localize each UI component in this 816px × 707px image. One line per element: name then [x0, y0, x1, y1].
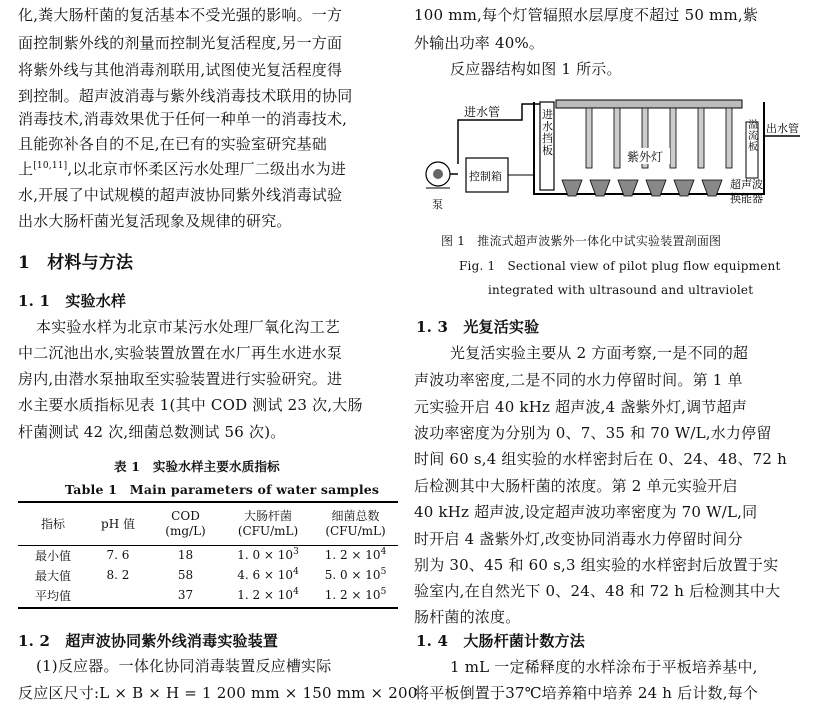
intro-line: 出水大肠杆菌光复活现象及规律的研究。 — [18, 212, 292, 230]
table-bottom-rule — [18, 607, 398, 609]
table-cell: 37 — [177, 588, 194, 602]
table-cell — [313, 585, 398, 605]
section-1-2-title: 1. 2 超声波协同紫外线消毒实验装置 — [18, 632, 279, 650]
table-1-title-en: Table 1 Main parameters of water samples — [65, 482, 380, 497]
coef: 1. 2 × 10 — [237, 588, 294, 602]
figure-caption-cn: 图 1 推流式超声波紫外一体化中试实验装置剖面图 — [441, 234, 722, 248]
uv-lamp-tube — [614, 108, 620, 168]
body-line: 100 mm,每个灯管辐照水层厚度不超过 50 mm,紫 — [414, 6, 759, 24]
uv-lamp-tube — [726, 108, 732, 168]
section-1-1-title: 1. 1 实验水样 — [18, 292, 127, 310]
table-header-cell: 大肠杆菌 (CFU/mL) — [237, 509, 299, 538]
intro-line: 化,粪大肠杆菌的复活基本不受光强的影响。一方 — [18, 6, 343, 24]
uv-lamp-label: 紫外灯 — [627, 150, 664, 164]
exponent: 4 — [380, 547, 387, 557]
table-cell: 最小值 — [34, 548, 71, 563]
baffle-label: 进水挡板 — [542, 108, 553, 157]
intro-line: 水,开展了中试规模的超声波协同紫外线消毒试验 — [18, 186, 343, 204]
exponent: 5 — [380, 587, 387, 597]
intro-line: 将紫外线与其他消毒剂联用,试图使光复活程度得 — [18, 61, 343, 79]
overflow-label: 溢流板 — [748, 120, 758, 153]
table-cell — [88, 585, 148, 605]
transducer-label-2: 换能器 — [730, 192, 763, 205]
outlet-label: 出水管 — [766, 122, 799, 135]
control-box-label: 控制箱 — [469, 170, 502, 183]
body-line: (1)反应器。一体化协同消毒装置反应槽实际 — [36, 657, 332, 675]
intro-line-rest: ,以北京市怀柔区污水处理厂二级出水为进 — [67, 160, 346, 178]
uv-lamp-tube — [698, 108, 704, 168]
pump-label: 泵 — [432, 198, 443, 211]
body-line: 别为 30、45 和 60 s,3 组实验的水样密封后放置于实 — [414, 556, 779, 574]
table-header-cell: 细菌总数 (CFU/mL) — [325, 509, 386, 538]
exponent: 3 — [293, 547, 299, 557]
table-cell — [223, 585, 313, 605]
table-row — [18, 585, 398, 605]
citation-ref[interactable]: [10,11] — [33, 161, 68, 171]
uv-lamp-tube — [670, 108, 676, 168]
intro-line: 且能弥补各自的不足,在已有的实验室研究基础 — [18, 135, 327, 153]
intro-line: 消毒技术,消毒效果优于任何一种单一的消毒技术, — [18, 110, 348, 128]
pump-impeller — [433, 169, 443, 179]
table-header-row — [18, 503, 398, 545]
body-line: 光复活实验主要从 2 方面考察,一是不同的超 — [450, 344, 749, 362]
body-line: 反应区尺寸:L × B × H = 1 200 mm × 150 mm × 200 — [18, 684, 418, 702]
table-cell: 18 — [177, 548, 194, 562]
body-line: 外输出功率 40%。 — [414, 34, 545, 52]
table-1-title-cn: 表 1 实验水样主要水质指标 — [114, 459, 280, 474]
table-header-cell: pH 值 — [101, 516, 135, 531]
body-line: 水主要水质指标见表 1(其中 COD 测试 23 次,大肠 — [18, 396, 363, 414]
table-cell — [313, 565, 398, 585]
table-cell: 58 — [177, 568, 194, 582]
exponent: 5 — [380, 567, 387, 577]
table-header-cell: COD (mg/L) — [165, 509, 206, 538]
table-header-cell: 指标 — [40, 516, 65, 531]
body-line: 中二沉池出水,实验装置放置在水厂再生水进水泵 — [18, 344, 343, 362]
coef: 4. 6 × 10 — [237, 568, 294, 582]
table-1 — [18, 503, 398, 605]
figure-caption-en-2: integrated with ultrasound and ultraviolet — [488, 283, 754, 297]
coef: 5. 0 × 10 — [324, 568, 381, 582]
table-mid-rule — [18, 545, 398, 546]
uv-lamp-tube — [586, 108, 592, 168]
coef: 1. 0 × 10 — [237, 548, 294, 562]
body-line: 将平板倒置于37℃培养箱中培养 24 h 后计数,每个 — [414, 684, 759, 702]
body-line: 波功率密度为分别为 0、7、35 和 70 W/L,水力停留 — [414, 424, 772, 442]
intro-line-start: 上 — [18, 160, 34, 178]
figure-caption-en-1: Fig. 1 Sectional view of pilot plug flow equipment — [459, 259, 781, 273]
table-cell: 平均值 — [34, 588, 71, 603]
lamp-header — [556, 100, 742, 108]
coef: 1. 2 × 10 — [324, 548, 381, 562]
body-line: 时间 60 s,4 组实验的水样密封后在 0、24、48、72 h — [414, 450, 788, 468]
body-line: 本实验水样为北京市某污水处理厂氧化沟工艺 — [36, 318, 341, 336]
body-line: 元实验开启 40 kHz 超声波,4 盏紫外灯,调节超声 — [414, 398, 747, 416]
coef: 1. 2 × 10 — [324, 588, 381, 602]
intro-line: 面控制紫外线的剂量而控制光复活程度,另一方面 — [18, 34, 343, 52]
intro-line-cited — [18, 160, 346, 178]
body-line: 验室内,在自然光下 0、24、48 和 72 h 后检测其中大 — [414, 582, 781, 600]
body-line: 40 kHz 超声波,设定超声波功率密度为 70 W/L,同 — [414, 503, 758, 521]
table-cell — [313, 545, 398, 565]
table-cell: 7. 6 — [106, 548, 130, 562]
exponent: 4 — [293, 587, 299, 597]
inlet-label: 进水管 — [464, 105, 501, 119]
transducer-label-1: 超声波 — [730, 178, 763, 191]
body-line: 时开启 4 盏紫外灯,改变协同消毒水力停留时间分 — [414, 530, 743, 548]
body-line: 声波功率密度,二是不同的水力停留时间。第 1 单 — [414, 371, 743, 389]
exponent: 4 — [293, 567, 299, 577]
section-1-4-title: 1. 4 大肠杆菌计数方法 — [416, 632, 585, 650]
body-line: 房内,由潜水泵抽取至实验装置进行实验研究。进 — [18, 370, 343, 388]
section-1-title: 1 材料与方法 — [18, 253, 134, 273]
table-cell — [223, 565, 313, 585]
body-line: 肠杆菌的浓度。 — [414, 608, 521, 626]
figure-1-diagram — [414, 88, 802, 224]
body-line: 后检测其中大肠杆菌的浓度。第 2 单元实验开启 — [414, 477, 738, 495]
intro-line: 到控制。超声波消毒与紫外线消毒技术联用的协同 — [18, 87, 353, 105]
body-line: 反应器结构如图 1 所示。 — [450, 60, 622, 78]
body-line: 杆菌测试 42 次,细菌总数测试 56 次)。 — [18, 423, 286, 441]
body-line: 1 mL 一定稀释度的水样涂布于平板培养基中, — [450, 658, 758, 676]
table-cell: 8. 2 — [106, 568, 130, 582]
table-row — [18, 545, 398, 565]
table-row — [18, 565, 398, 585]
table-cell: 最大值 — [34, 568, 71, 583]
table-cell — [223, 545, 313, 565]
section-1-3-title: 1. 3 光复活实验 — [416, 318, 540, 336]
